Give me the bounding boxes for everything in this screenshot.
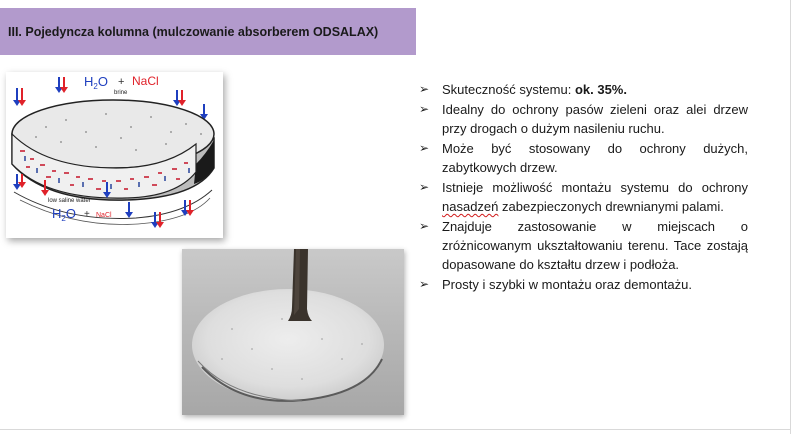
brine-label: brine: [114, 90, 128, 96]
top-plus-label: +: [118, 76, 125, 88]
list-item-text: Znajduje zastosowanie w miejscach o zróżnicowanym ukształtowaniu terenu. Tace zostają dopasowane do kształtu drzew i podłoża.: [442, 219, 748, 272]
absorber-diagram-drawing: [6, 72, 223, 238]
list-item: [418, 178, 748, 216]
bullet-arrow-icon: ➢: [419, 102, 430, 116]
bullet-arrow-icon: ➢: [419, 141, 430, 155]
slide-edge-bottom: [0, 429, 790, 430]
absorber-diagram: [6, 72, 223, 238]
mulch-photo-drawing: [182, 249, 404, 415]
list-item: [418, 217, 748, 274]
mulch-photo: [182, 249, 404, 415]
list-item-text: Może być stosowany do ochrony dużych, zabytkowych drzew.: [442, 141, 748, 175]
list-item-text: Prosty i szybki w montażu oraz demontażu.: [442, 277, 692, 292]
list-item-text: zabezpieczonych drewnianymi palami.: [498, 199, 724, 214]
title-bar: [0, 8, 416, 55]
list-item-text: Idealny do ochrony pasów zieleni oraz alei drzew przy drogach o dużym nasileniu ruchu.: [442, 102, 748, 136]
top-salt-label: NaCl: [132, 74, 159, 88]
bullet-arrow-icon: ➢: [419, 219, 430, 233]
efficiency-value: ok. 35%.: [574, 82, 627, 97]
list-item: [418, 275, 748, 294]
list-item-text: Skuteczność systemu:: [442, 82, 575, 97]
list-item: [418, 100, 748, 138]
mulch-column: [12, 100, 214, 225]
low-saline-label: low saline water: [48, 198, 91, 204]
top-water-label: $H_2O$: [84, 74, 108, 91]
slide-title: III. Pojedyncza kolumna (mulczowanie absorberem ODSALAX): [8, 24, 379, 39]
bullet-arrow-icon: ➢: [419, 180, 430, 194]
bottom-water-label: $H_2O$: [52, 206, 76, 223]
bottom-plus-label: +: [84, 209, 90, 220]
spellcheck-flagged-word: nasadzeń: [442, 199, 499, 214]
bottom-salt-label: NaCl: [96, 212, 112, 219]
feature-list: [418, 80, 748, 295]
list-item-text: Istnieje możliwość montażu systemu do ochrony: [442, 180, 748, 195]
bullet-arrow-icon: ➢: [419, 82, 430, 96]
slide-edge-right: [790, 0, 791, 434]
bullet-arrow-icon: ➢: [419, 277, 430, 291]
list-item: [418, 80, 748, 99]
list-item: [418, 139, 748, 177]
